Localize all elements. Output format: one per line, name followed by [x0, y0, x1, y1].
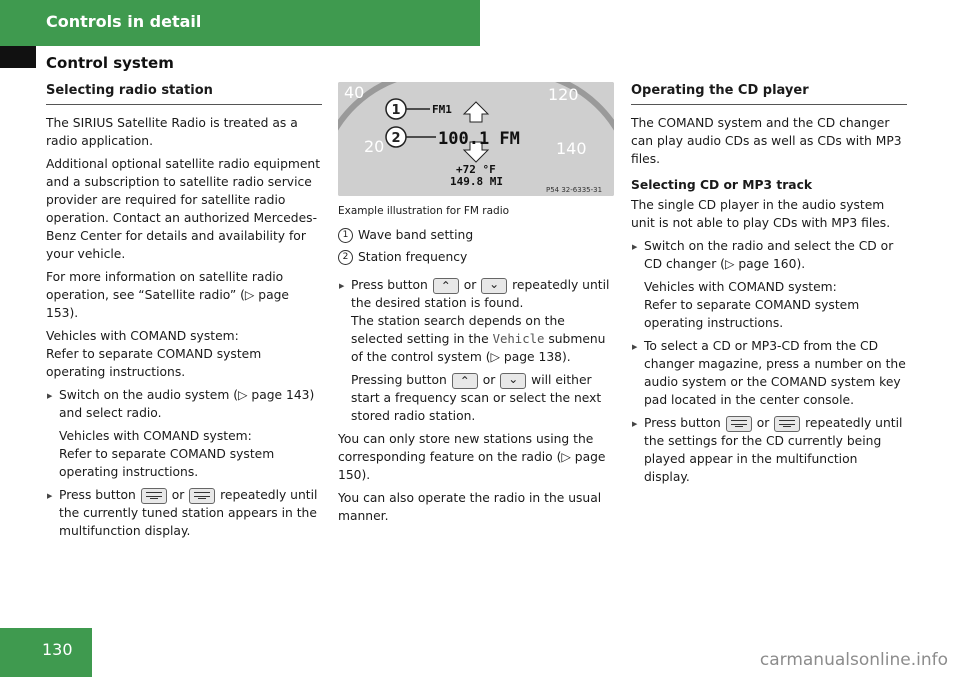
note-text: will either start a frequency scan or select the next stored radio station. — [351, 373, 602, 423]
display-up-button-icon — [726, 416, 752, 432]
bullet-item — [338, 276, 618, 312]
section-title: Control system — [46, 54, 174, 72]
down-button-icon — [481, 278, 507, 294]
bullet-text: Switch on the audio system (▷ page 143) and select radio. — [59, 388, 315, 420]
display-up-button-icon — [141, 488, 167, 504]
note-text: Pressing button — [351, 373, 447, 387]
number-2: 2 — [338, 250, 353, 265]
indented-note — [338, 371, 618, 425]
bullet-text: or — [171, 488, 185, 502]
vehicles-note: Vehicles with COMAND system: — [46, 329, 239, 343]
bullet-item — [631, 414, 907, 486]
paragraph: The single CD player in the audio system unit is not able to play CDs with MP3 files. — [631, 198, 891, 230]
legend-text: Wave band setting — [358, 228, 474, 242]
note-text: The station search depends on the selected setting in the — [351, 314, 565, 346]
indented-note — [631, 278, 907, 332]
temperature-readout: +72 °F — [456, 163, 496, 176]
page-number-tab — [0, 628, 92, 677]
up-button-icon — [433, 278, 459, 294]
gauge-label: 140 — [556, 139, 587, 158]
watermark: carmanualsonline.info — [759, 650, 948, 670]
bullet-text: Switch on the radio and select the CD or CD changer (▷ page 160). — [644, 239, 894, 271]
vehicles-note: Vehicles with COMAND system: — [59, 429, 252, 443]
page-number: 130 — [42, 640, 73, 659]
paragraph: Additional optional satellite radio equipment and a subscription to satellite radio service provider are required for satellite radio operation. Contact an authorized Mercedes-Benz Center for details and availability for your vehicle. — [46, 157, 321, 261]
paragraph: The SIRIUS Satellite Radio is treated as a radio application. — [46, 116, 298, 148]
band-readout: FM1 — [432, 103, 452, 116]
display-down-button-icon — [189, 488, 215, 504]
marker-1: 1 — [391, 103, 401, 118]
gauge-label: 20 — [364, 137, 385, 156]
chapter-title: Controls in detail — [46, 12, 202, 31]
heading-operating-cd-player: Operating the CD player — [631, 82, 907, 105]
paragraph: You can also operate the radio in the usual manner. — [338, 491, 602, 523]
refer-note: Refer to separate COMAND system operating instructions. — [644, 298, 860, 330]
bullet-text: repeatedly until the settings for the CD currently being played appear in the multifunction display. — [644, 416, 903, 484]
gauge-label: 40 — [344, 83, 365, 102]
down-button-icon — [500, 373, 526, 389]
refer-note: Refer to separate COMAND system operating instructions. — [59, 447, 275, 479]
bullet-text: or — [756, 416, 770, 430]
vehicles-note: Vehicles with COMAND system: — [644, 280, 837, 294]
menu-name: Vehicle — [492, 332, 545, 346]
fm-radio-illustration — [338, 82, 614, 196]
column-right — [631, 82, 907, 491]
bullet-item — [46, 386, 322, 422]
bullet-item — [631, 337, 907, 409]
legend-text: Station frequency — [358, 250, 468, 264]
bullet-text: or — [463, 278, 477, 292]
bullet-text: To select a CD or MP3-CD from the CD changer magazine, press a number on the audio system or the COMAND system key pad located in the center console. — [644, 339, 906, 407]
bullet-text: Press button — [644, 416, 721, 430]
indented-note — [46, 427, 322, 481]
instrument-display-graphic — [338, 82, 614, 196]
heading-selecting-radio-station: Selecting radio station — [46, 82, 322, 105]
bullet-text: repeatedly until the currently tuned station appears in the multifunction display. — [59, 488, 318, 538]
chapter-header-bar — [0, 0, 480, 46]
paragraph: You can only store new stations using the corresponding feature on the radio (▷ page 150). — [338, 432, 606, 482]
odometer-readout: 149.8 MI — [450, 175, 503, 188]
column-middle — [338, 82, 618, 530]
frequency-readout: 100.1 FM — [438, 129, 520, 149]
bullet-text: Press button — [59, 488, 136, 502]
section-marker — [0, 46, 36, 68]
paragraph: The COMAND system and the CD changer can play audio CDs as well as CDs with MP3 files. — [631, 116, 902, 166]
bullet-item — [631, 237, 907, 273]
subheading: Selecting CD or MP3 track — [631, 178, 813, 192]
up-button-icon — [452, 373, 478, 389]
column-left — [46, 82, 322, 545]
figure-code: P54 32-6335-31 — [546, 186, 603, 194]
paragraph: For more information on satellite radio operation, see “Satellite radio” (▷ page 153). — [46, 270, 290, 320]
bullet-text: repeatedly until the desired station is found. — [351, 278, 610, 310]
bullet-item — [46, 486, 322, 540]
gauge-label: 120 — [548, 85, 579, 104]
legend-item — [338, 226, 618, 244]
note-text: or — [482, 373, 496, 387]
indented-note — [338, 312, 618, 366]
bullet-text: Press button — [351, 278, 428, 292]
display-down-button-icon — [774, 416, 800, 432]
marker-2: 2 — [391, 131, 401, 146]
figure-caption: Example illustration for FM radio — [338, 205, 510, 217]
refer-note: Refer to separate COMAND system operating instructions. — [46, 347, 262, 379]
note-text: submenu of the control system (▷ page 138). — [351, 332, 606, 364]
paragraph — [46, 327, 322, 381]
legend-item — [338, 248, 618, 266]
number-1: 1 — [338, 228, 353, 243]
